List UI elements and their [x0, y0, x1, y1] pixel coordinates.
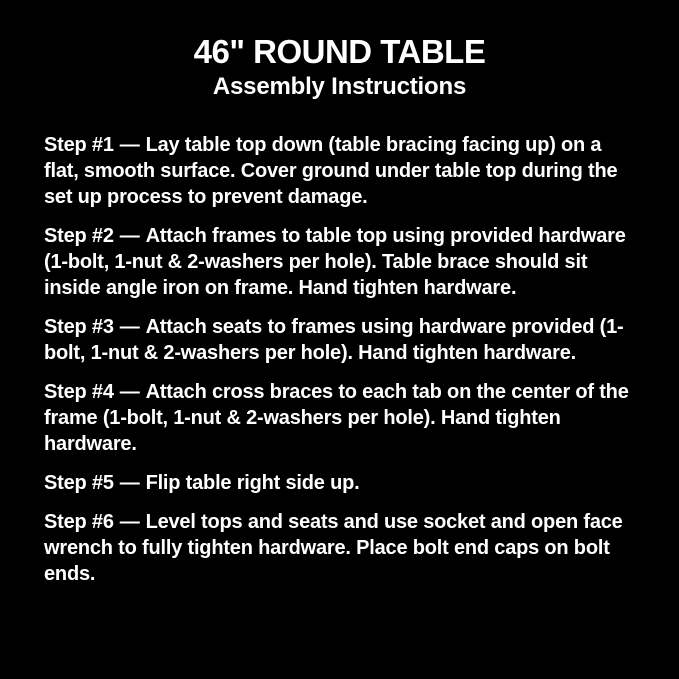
step-separator: — — [119, 511, 140, 533]
step-separator: — — [119, 381, 140, 403]
step-item-4 — [44, 379, 641, 457]
step-body: Lay table top down (table bracing facing up) on a flat, smooth surface. Cover ground under table top during the set up process to prevent damage. — [44, 134, 618, 208]
step-item-5 — [44, 470, 641, 496]
step-body: Attach cross braces to each tab on the center of the frame (1-bolt, 1-nut & 2-washers per hole). Hand tighten hardware. — [44, 381, 629, 455]
step-item-1 — [44, 132, 641, 210]
step-item-6 — [44, 509, 641, 587]
step-body: Level tops and seats and use socket and open face wrench to fully tighten hardware. Place bolt end caps on bolt ends. — [44, 511, 623, 585]
step-label: Step #5 — [44, 472, 114, 494]
step-separator: — — [119, 225, 140, 247]
step-label: Step #4 — [44, 381, 114, 403]
header — [0, 0, 679, 102]
step-separator: — — [119, 316, 140, 338]
step-body: Attach seats to frames using hardware provided (1-bolt, 1-nut & 2-washers per hole). Hand tighten hardware. — [44, 316, 624, 364]
step-item-3 — [44, 314, 641, 366]
step-label: Step #1 — [44, 134, 114, 156]
page-subtitle: Assembly Instructions — [212, 73, 467, 100]
step-separator: — — [119, 472, 140, 494]
step-separator: — — [119, 134, 140, 156]
steps-list — [0, 132, 679, 587]
page-title: 46" ROUND TABLE — [193, 33, 486, 70]
step-label: Step #2 — [44, 225, 114, 247]
step-label: Step #3 — [44, 316, 114, 338]
step-body: Attach frames to table top using provided hardware (1-bolt, 1-nut & 2-washers per hole). Table brace should sit inside angle iron on frame. Hand tighten hardware. — [44, 225, 626, 299]
step-body: Flip table right side up. — [145, 472, 360, 494]
step-item-2 — [44, 223, 641, 301]
step-label: Step #6 — [44, 511, 114, 533]
